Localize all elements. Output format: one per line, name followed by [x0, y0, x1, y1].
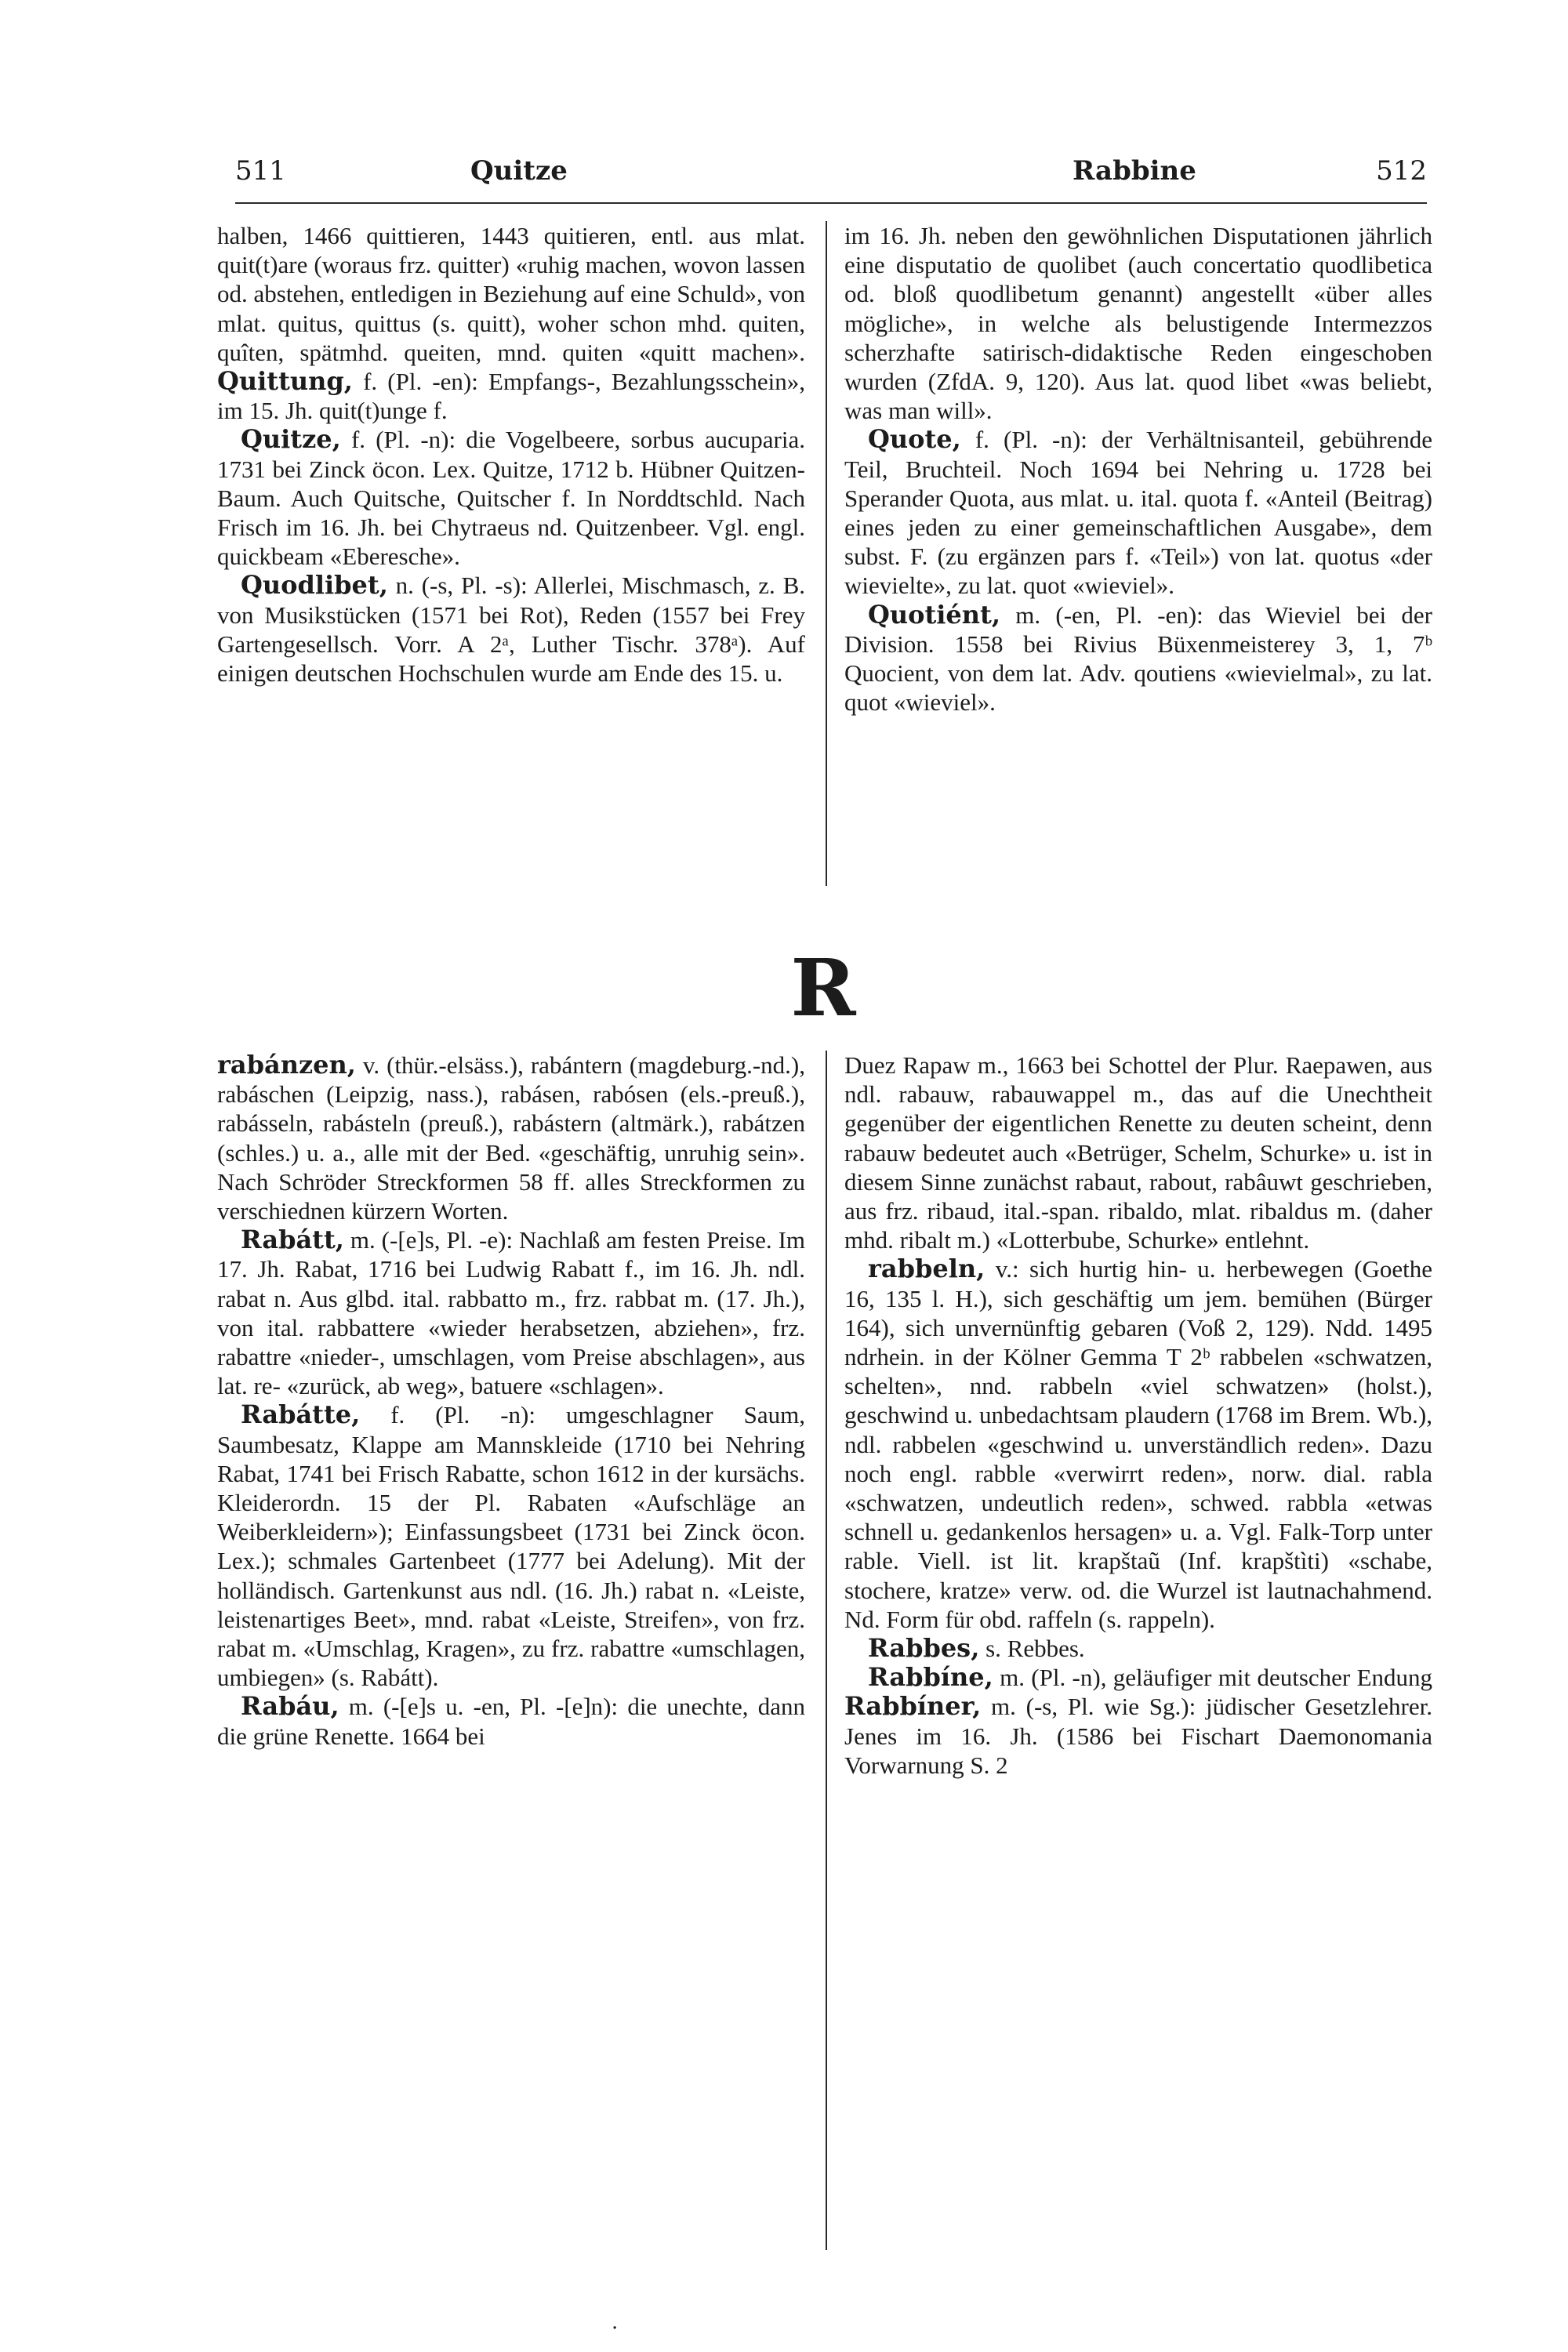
entry-quotient: Quotiént, m. (-en, Pl. -en): das Wieviel bei der Division. 1558 bei Rivius Büxenmeisterey 3, 1, 7ᵇ Quocient, von dem lat. Adv. qoutiens «wievielmal», zu lat. quot «wieviel».: [844, 599, 1433, 717]
lemma-quitze: Quitze,: [241, 424, 341, 455]
right-page-number: 512: [1376, 155, 1427, 187]
lemma-rabbeln: rabbeln,: [868, 1254, 985, 1284]
lemma-quote: Quote,: [868, 424, 961, 455]
lemma-quodlibet: Quodlibet,: [241, 570, 388, 601]
footer-mark: ·: [612, 2317, 619, 2340]
entry-rabbine: Rabbíne, m. (Pl. -n), geläufiger mit deutscher Endung Rabbíner, m. (-s, Pl. wie Sg.): jüdischer Gesetzlehrer. Jenes im 16. Jh. (1586 bei Fischart Daemonomania Vorwarnung S. 2: [844, 1662, 1433, 1779]
entry-quitze: Quitze, f. (Pl. -n): die Vogelbeere, sorbus aucuparia. 1731 bei Zinck öcon. Lex. Quitze, 1712 b. Hübner Quitzen-Baum. Auch Quitsche, Quitscher f. In Norddtschld. Nach Frisch im 16. Jh. bei Chytraeus nd. Quitzenbeer. Vgl. engl. quickbeam «Eberesche».: [217, 424, 805, 571]
right-column-top: [844, 221, 1432, 717]
entry-quodlibet: Quodlibet, n. (-s, Pl. -s): Allerlei, Mischmasch, z. B. von Musikstücken (1571 bei Rot), Reden (1557 bei Frey Gartengesellsch. Vorr. A 2ᵃ, Luther Tischr. 378ᵃ). Auf einigen deutschen Hochschulen wurde am Ende des 15. u.: [217, 570, 805, 688]
entry-rabatt: Rabátt, m. (-[e]s, Pl. -e): Nachlaß am festen Preise. Im 17. Jh. Rabat, 1716 bei Ludwig Rabatt f., im 16. Jh. ndl. rabat n. Aus glbd. ital. rabbatto m., frz. rabbat m. (17. Jh.), von ital. rabbattere «wieder herabsetzen, abziehen», frz. rabattre «nieder-, umschlagen, vom Preise abschlagen», aus lat. re- «zurück, ab weg», batuere «schlagen».: [217, 1225, 806, 1400]
entry-rabatte: Rabátte, f. (Pl. -n): umgeschlagner Saum, Saumbesatz, Klappe am Mannskleide (1710 bei Nehring Rabat, 1741 bei Frisch Rabatte, schon 1612 in der kursächs. Kleiderordn. 15 der Pl. Rabaten «Aufschläge an Weiberkleidern»); Einfassungsbeet (1731 bei Zinck öcon. Lex.); schmales Gartenbeet (1777 bei Adelung). Mit der holländisch. Gartenkunst aus ndl. (16. Jh.) rabat n. «Leiste, leistenartiges Beet», mnd. rabat «Leiste, Streifen», von frz. rabat m. «Umschlag, Kragen», zu frz. rabattre «umschlagen, umbiegen» (s. Rabátt).: [217, 1399, 805, 1692]
lemma-rabbes: Rabbes,: [868, 1633, 980, 1664]
entry-quote: Quote, f. (Pl. -n): der Verhältnisanteil, gebührende Teil, Bruchteil. Noch 1694 bei Nehring u. 1728 bei Sperander Quota, aus mlat. u. ital. quota f. «Anteil (Beitrag) eines jeden zu einer gemeinschaftlichen Ausgabe», dem subst. F. (zu ergänzen pars f. «Teil») von lat. quotus «der wievielte», zu lat. quot «wieviel».: [844, 424, 1433, 600]
entry-rabbes: Rabbes, s. Rebbes.: [868, 1633, 1085, 1664]
lemma-quittung: Quittung,: [217, 366, 353, 397]
entry-rabanzen: rabánzen, v. (thür.-elsäss.), rabántern (magdeburg.-nd.), rabáschen (Leipzig, nass.), rabásen, rabósen (els.-preuß.), rabásseln, rabásteln (preuß.), rabástern (altmärk.), rabátzen (schles.) u. a., alle mit der Bed. «geschäftig, unruhig sein». Nach Schröder Streckformen 58 ff. alles Streckformen zu verschiednen kürzern Worten.: [217, 1050, 805, 1225]
page-header: [235, 155, 1427, 204]
lemma-rabbine: Rabbíne,: [868, 1662, 993, 1693]
entry-rabau: Rabáu, m. (-[e]s u. -en, Pl. -[e]n): die unechte, dann die grüne Renette. 1664 bei: [217, 1691, 805, 1750]
lemma-rabanzen: rabánzen,: [217, 1050, 356, 1080]
lemma-rabbiner: Rabbíner,: [844, 1691, 982, 1722]
entry-rabau-continued: Duez Rapaw m., 1663 bei Schottel der Plur. Raepawen, aus ndl. rabauw, rabauwappel m., das auf die Unechtheit gegenüber der eigentlichen Renette zu deuten scheint, denn rabauw bedeutet auch «Betrüger, Schelm, Schurke» u. ist in diesem Sinne zunächst rabaut, rabout, rabâuwt geschrieben, aus frz. ribaud, ital.-span. ribaldo, mlat. ribaldus m. (daher mhd. ribalt m.) «Lotterbube, Schurke» entlehnt.: [844, 1051, 1432, 1254]
lemma-rabau: Rabáu,: [241, 1691, 339, 1722]
section-letter: R: [790, 942, 856, 1034]
right-running-head: Rabbine: [1073, 155, 1196, 187]
left-running-head: Quitze: [470, 155, 568, 187]
left-column-top: [217, 221, 805, 688]
left-column-bottom: [217, 1051, 805, 1751]
entry-halben: halben, 1466 quittieren, 1443 quitieren, entl. aus mlat. quit(t)are (woraus frz. quitter) «ruhig machen, wovon lassen od. abstehen, entledigen in Beziehung auf eine Schuld», von mlat. quitus, quittus (s. quitt), woher schon mhd. quiten, quîten, spätmhd. queiten, mnd. quiten «quitt machen». Quittung, f. (Pl. -en): Empfangs-, Bezahlungsschein», im 15. Jh. quit(t)unge f.: [217, 222, 806, 425]
entry-rabbeln: rabbeln, v.: sich hurtig hin- u. herbewegen (Goethe 16, 135 l. H.), sich geschäftig um jem. bemühen (Bürger 164), sich unvernünftig gebaren (Voß 2, 129). Ndd. 1495 ndrhein. in der Kölner Gemma T 2ᵇ rabbelen «schwatzen, schelten», nnd. rabbeln «viel schwatzen» (holst.), geschwind u. unbedachtsam plaudern (1768 im Brem. Wb.), ndl. rabbelen «geschwind u. unverständlich reden». Dazu noch engl. rabble «verwirrt reden», norw. dial. rabla «schwatzen, undeutlich reden», schwed. rabbla «etwas schnell u. gedankenlos hersagen» u. a. Vgl. Falk-Torp unter rable. Viell. ist lit. krapštaũ (Inf. krapštìti) «schabe, stochere, kratze» verw. od. die Wurzel ist lautnachahmend. Nd. Form für obd. raffeln (s. rappeln).: [844, 1254, 1432, 1633]
entry-quodlibet-continued: im 16. Jh. neben den gewöhnlichen Disputationen jährlich eine disputatio de quolibet (auch concertatio quodlibetica od. bloß quodlibetum genannt) angestellt «über alles mögliche», in welche als belustigende Intermezzos scherzhafte satirisch-didaktische Reden eingeschoben wurden (ZfdA. 9, 120). Aus lat. quod libet «was beliebt, was man will».: [844, 222, 1432, 425]
right-column-bottom: [844, 1051, 1432, 1780]
lemma-quotient: Quotiént,: [868, 599, 1000, 630]
column-divider-bottom: [826, 1051, 827, 2250]
lemma-rabatte: Rabátte,: [241, 1399, 361, 1430]
lemma-rabatt: Rabátt,: [241, 1225, 344, 1255]
column-divider-top: [826, 221, 827, 886]
left-page-number: 511: [235, 155, 286, 187]
